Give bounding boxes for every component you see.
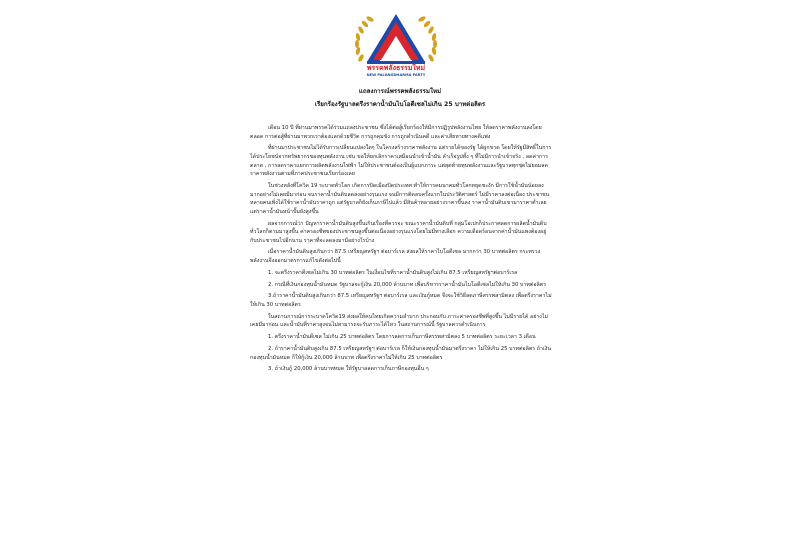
list-item: 2. กรณีที่เงินกองทุนน้ำมันหมด รัฐบาลจะกู้เงิน 20,000 ล้านบาท เพื่อบริหารราคาน้ำมันไบโอดีเซลไม่ให้เกิน 30 บาทต่อลิตร	[268, 281, 547, 288]
paragraph: ในช่วงหลังที่โควิด 19 ระบาดทั่วโลก เกิดการปิดเมืองปิดประเทศ ทำให้การคมนาคมทั่วโลกหยุดชะงัก มีการใช้น้ำมันน้อยลงมากอย่างไม่เคยมีมาก่อน จนราคาน้ำมันดิบลดลงอย่างรุนแรง จนมีการติดลบครั้งแรกในประวัติศาสตร์ ไม่มีราคาลงต่อเนื่อง ประชาชนหลายคนเพิ่งได้ใช้ราคาน้ำมันราคาถูก แต่รัฐบาลก็ยังเก็บภาษีไปแล้ว มีสินค้าหลายอย่างราคาขึ้นลง ราคาน้ำมันดิบเขามาราคาต่ำเลย แต่ราคาน้ำมันหน้าปั๊มยังสูงขึ้น	[250, 182, 550, 215]
party-name-en: NEW PALANGDHARMA PARTY	[366, 73, 426, 77]
paragraph: ที่ผ่านมาประชาชนไม่ได้รับการเปลี่ยนแปลงใดๆ ในโครงสร้างราคาพลังงาน แต่รายได้ของรัฐ ได้ผูกขาด โดยให้รัฐมีสิทธิ์ในการได้ประโยชน์จากทรัพยากรของทุนพลังงาน เช่น ขอให้ยกเลิกราคาเสมือนนำเข้าน้ำมัน ลำเร็จรูปทั้ง ๆ ที่ไม่มีการนำเข้าจริง , ลดค่าการตลาด , การลดราคาแยกการผลิตพลังงานไฟฟ้า ไม่ให้ประชาชนต้องเป็นผู้แบกภาระ แต่สุดท้ายทุนพลังงานและรัฐบาลทุกชุดไม่ยอมลดราคาพลังงานตามที่ภาคประชาชนเรียกร้องเลย	[250, 145, 552, 178]
paragraph: ผลจากการณ์ว่า ปัญหาราคาน้ำมันดิบสูงขึ้นเกินเรื่องที่ควรจะ ขณะราคาน้ำมันดิบที่ กลุ่มโอเปกก็ประกาศลดการผลิตน้ำมันดิบ ทั่วโลกก็ตามมาสูงขึ้น ค่าครองชีพของประชาชนสูงขึ้นต่อเนื่องอย่างรุนแรงโดยไม่มีทางเลือก ความเดือดร้อนจากค่าน้ำมันแพงต้องอยู่กับประชาชนไปอีกนาน ราคาที่จะลดลงมามีอย่างไรบ้าง	[250, 220, 547, 244]
party-logo	[337, 6, 455, 80]
document-title: แถลงการณ์พรรคพลังธรรมใหม่	[358, 88, 442, 95]
document-subtitle: เรียกร้องรัฐบาลตรึงราคาน้ำมันไบโอดีเซลไม่เกิน 25 บาทต่อลิตร	[314, 101, 486, 108]
paragraph: ในสถานการณ์การระบาดโควิด19 ส่งผลให้คนไทยเกิดความลำบาก ประกอบกับ ภาระค่าครองชีพที่สูงขึ้น ไม่มีรายได้ อย่างไม่เคยมีมาก่อน และน้ำมันที่ราคาสูงจนไม่สามารถจะรับภาระได้ไหว ในสถานการณ์นี้ รัฐบาลควรดำเนินการ	[250, 313, 549, 329]
document-body	[250, 124, 552, 377]
list-item: 3. ถ้าเงินกู้ 20,000 ล้านบาทหมด ให้รัฐบาลลดการเก็บภาษีกองทุนอื่น ๆ	[268, 366, 429, 373]
list-item: 1. จะตรึงราคาดีเซลไม่เกิน 30 บาทต่อลิตร ในเงื่อนไขที่ราคาน้ำมันดิบสูงไม่เกิน 87.5 เหรียญสหรัฐฯต่อบาร์เรล	[268, 269, 518, 276]
list-item: 1. ตรึงราคาน้ำมันดีเซล ไม่เกิน 25 บาทต่อลิตร โดยการลดการเก็บภาษีสรรพสามิตลง 5 บาทต่อลิตร ระยะเวลา 3 เดือน	[268, 334, 536, 341]
list-item: 2. ถ้าราคาน้ำมันดิบสูงเกิน 87.5 เหรียญสหรัฐฯ ต่อบาร์เรล ก็ให้เงินกองทุนน้ำมันมาตรึงราคา ไม่ให้เกิน 25 บาทต่อลิตร ถ้าเงินกองทุนน้ำมันหมด ก็ให้กู้เงิน 20,000 ล้านบาท เพื่อตรึงราคาไม่ให้เกิน 25 บาทต่อลิตร	[250, 345, 551, 361]
list-item: 3.ถ้าราคาน้ำมันดิบสูงเกินกว่า 87.5 เหรียญสหรัฐฯ ต่อบาร์เรล และเงินกู้หมด จึงจะใช้วิธีลดภาษีสรรพสามิตลง เพื่อตรึงราคาไม่ให้เกิน 30 บาทต่อลิตร	[250, 293, 552, 308]
party-name-th: พรรคพลังธรรมใหม่	[366, 64, 426, 72]
paragraph: เมื่อราคาน้ำมันดิบสูงเกินกว่า 87.5 เหรียญสหรัฐฯ ต่อบาร์เรล ส่งผลให้ราคาไบโอดีเซล มากกว่า 30 บาทต่อลิตร กระทรวงพลังงานจึงออกมาตรการแก้ไขดังต่อไปนี้	[250, 249, 541, 265]
paragraph: เดือน 10 ปี ที่ผ่านมาพรรคได้ร่วมแถลงประชาชน ซึ่งได้ต่อสู้เรียกร้องให้มีการปฏิรูปพลังงานไทย ให้ลดราคาพลังงานลงโดยตลอด การต่อสู้ที่ผ่านมาพวกเราต้องแลกด้วยชีวิต การถูกคุมขัง การถูกดำเนินคดี และค่าเสียหายทางคดีแพ่ง	[250, 125, 542, 140]
